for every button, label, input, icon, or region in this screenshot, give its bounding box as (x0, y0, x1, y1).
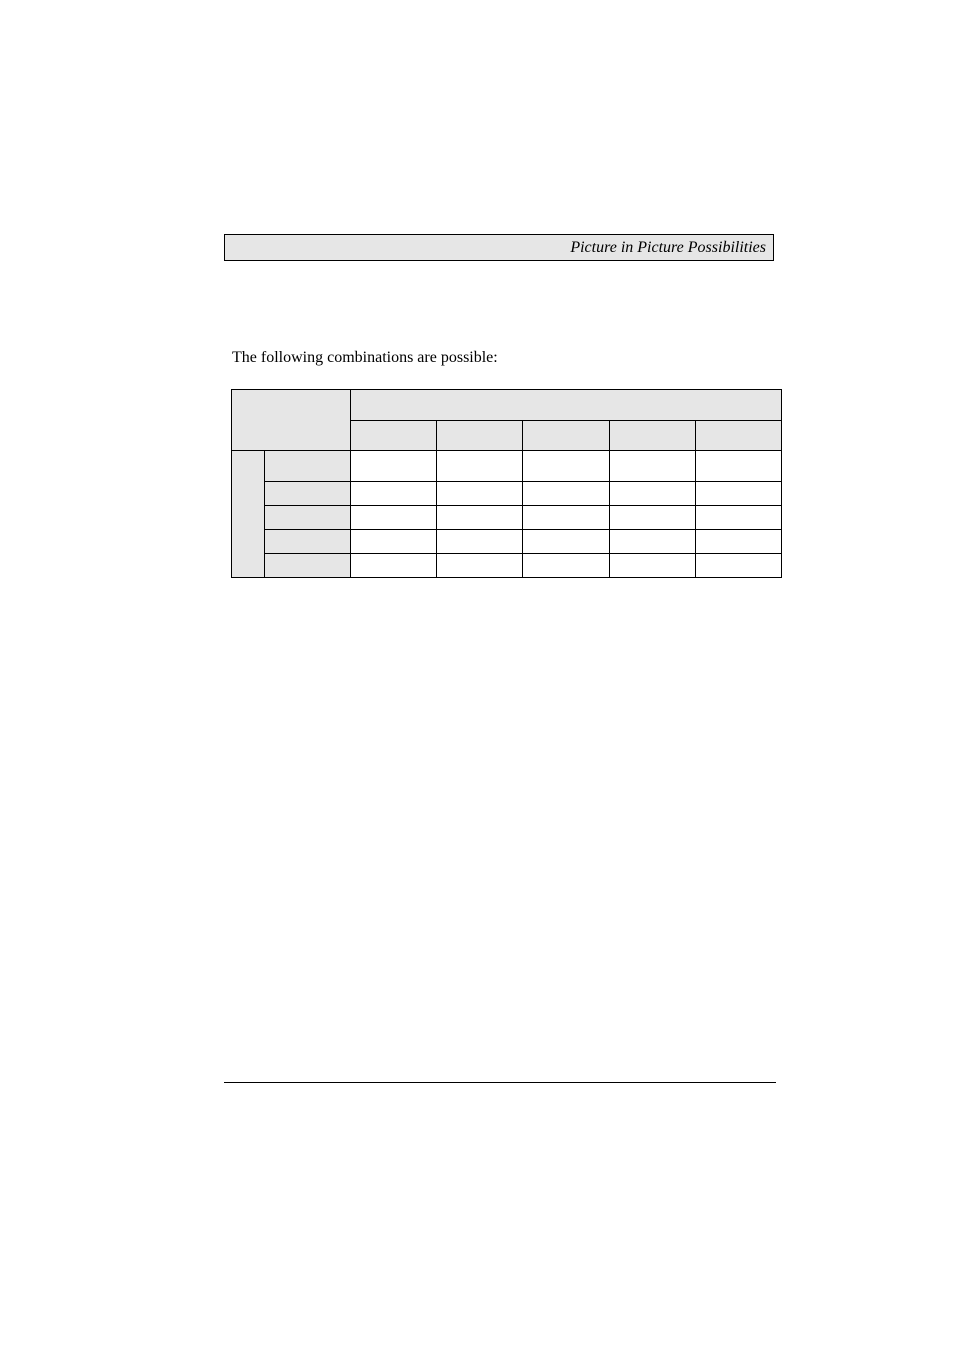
row-header (265, 506, 351, 530)
table-row (232, 451, 782, 482)
table-cell (523, 530, 610, 554)
table-cell (523, 482, 610, 506)
table-cell (610, 506, 696, 530)
table-header-row-1 (232, 390, 782, 421)
column-header (437, 421, 523, 451)
table-cell (610, 554, 696, 578)
column-group-header (351, 390, 782, 421)
column-header (523, 421, 610, 451)
table-cell (523, 451, 610, 482)
table-cell (437, 506, 523, 530)
table-row (232, 530, 782, 554)
table-cell (351, 506, 437, 530)
table-cell (523, 554, 610, 578)
column-header (696, 421, 782, 451)
row-header (265, 530, 351, 554)
table-row (232, 482, 782, 506)
table-cell (437, 530, 523, 554)
table-cell (696, 482, 782, 506)
table-cell (610, 451, 696, 482)
row-group-header (232, 451, 265, 578)
column-header (610, 421, 696, 451)
page-header-title: Picture in Picture Possibilities (570, 239, 766, 256)
intro-paragraph: The following combinations are possible: (232, 349, 498, 366)
combinations-table (231, 389, 782, 578)
footer-divider (224, 1082, 776, 1083)
table-row (232, 554, 782, 578)
table-cell (696, 506, 782, 530)
table-cell (610, 530, 696, 554)
table-cell (696, 530, 782, 554)
table-corner-cell (232, 390, 351, 451)
table-cell (351, 451, 437, 482)
column-header (351, 421, 437, 451)
table-cell (351, 530, 437, 554)
table-row (232, 506, 782, 530)
table-cell (351, 554, 437, 578)
row-header (265, 482, 351, 506)
table-cell (437, 554, 523, 578)
page-header-bar (224, 234, 774, 261)
table-cell (696, 554, 782, 578)
table-cell (437, 451, 523, 482)
table-cell (523, 506, 610, 530)
row-header (265, 554, 351, 578)
table-cell (696, 451, 782, 482)
table-cell (610, 482, 696, 506)
row-header (265, 451, 351, 482)
table-cell (437, 482, 523, 506)
table-cell (351, 482, 437, 506)
